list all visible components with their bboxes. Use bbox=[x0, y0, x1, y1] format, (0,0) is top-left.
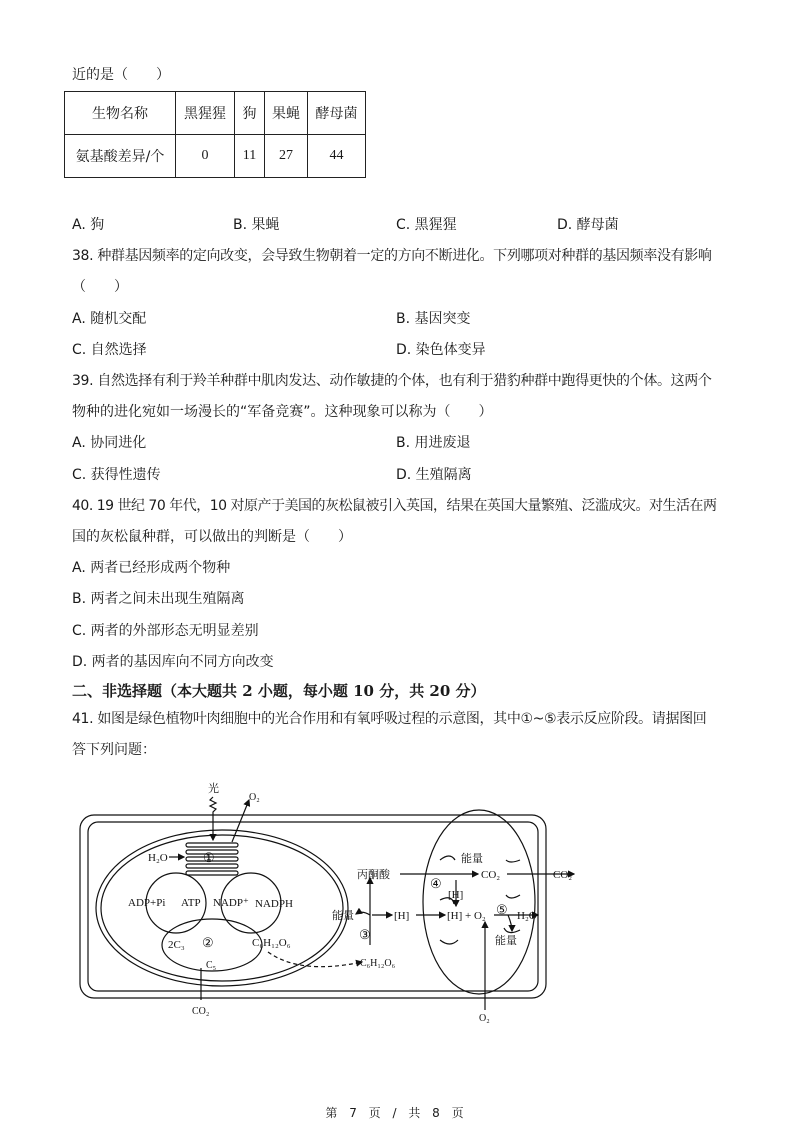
q39-option-a[interactable]: A. 协同进化 bbox=[72, 435, 147, 451]
q38-stem-line2: （ ） bbox=[72, 279, 128, 295]
energy-cytoplasm-label: 能量 bbox=[332, 910, 354, 922]
q40-option-d[interactable]: D. 两者的基因库向不同方向改变 bbox=[72, 654, 274, 670]
q37-option-c[interactable]: C. 黑猩猩 bbox=[396, 217, 457, 233]
table-row-label: 氨基酸差异/个 bbox=[65, 135, 176, 178]
q38-option-b[interactable]: B. 基因突变 bbox=[396, 311, 471, 327]
table-cell: 11 bbox=[235, 135, 265, 178]
light-label: 光 bbox=[208, 783, 219, 795]
co2-in-label: CO₂ bbox=[192, 1006, 210, 1017]
stage-5-label: ⑤ bbox=[496, 902, 508, 917]
table-cell: 27 bbox=[265, 135, 308, 178]
nadp-label: NADP⁺ bbox=[213, 897, 249, 909]
table-cell: 44 bbox=[308, 135, 366, 178]
q38-option-c[interactable]: C. 自然选择 bbox=[72, 342, 147, 358]
q38-option-d[interactable]: D. 染色体变异 bbox=[396, 342, 486, 358]
q39-option-d[interactable]: D. 生殖隔离 bbox=[396, 467, 472, 483]
h2o-out-label: H₂O bbox=[517, 910, 537, 922]
q40-stem-line2: 国的灰松鼠种群，可以做出的判断是（ ） bbox=[72, 529, 352, 545]
table-header-cell: 黑猩猩 bbox=[176, 92, 235, 135]
glucose-cytoplasm-label: C₆H₁₂O₆ bbox=[360, 958, 396, 969]
q41-stem-line1: 41. 如图是绿色植物叶肉细胞中的光合作用和有氧呼吸过程的示意图，其中①~⑤表示反应阶段。请据图回 bbox=[72, 711, 707, 727]
q37-option-a[interactable]: A. 狗 bbox=[72, 217, 105, 233]
q37-option-b[interactable]: B. 果蝇 bbox=[233, 217, 280, 233]
section-heading: 二、非选择题（本大题共 2 小题，每小题 10 分，共 20 分） bbox=[72, 682, 486, 700]
q39-stem-line2: 物种的进化宛如一场漫长的“军备竞赛”。这种现象可以称为（ ） bbox=[72, 404, 493, 420]
q37-stem-tail: 近的是（ ） bbox=[72, 67, 170, 83]
stage-2-label: ② bbox=[202, 935, 214, 950]
mitochondrion-outer bbox=[423, 810, 535, 994]
table-header-cell: 果蝇 bbox=[265, 92, 308, 135]
c5-label: C₅ bbox=[206, 960, 217, 971]
q39-stem-line1: 39. 自然选择有利于羚羊种群中肌肉发达、动作敏捷的个体，也有利于猎豹种群中跑得更快的个体。这两个 bbox=[72, 373, 712, 389]
c3-label: 2C₃ bbox=[168, 939, 185, 951]
stage-4-label: ④ bbox=[430, 876, 442, 891]
h-mito-label: [H] bbox=[448, 889, 464, 901]
nadph-label: NADPH bbox=[255, 898, 293, 910]
q39-option-b[interactable]: B. 用进废退 bbox=[396, 435, 471, 451]
adp-pi-label: ADP+Pi bbox=[128, 897, 166, 909]
h-plus-o2-label: [H] + O₂ bbox=[447, 910, 486, 922]
stage-3-label: ③ bbox=[359, 927, 371, 942]
q41-stem-line2: 答下列问题： bbox=[72, 742, 156, 758]
h-cytoplasm-label: [H] bbox=[394, 910, 410, 922]
atp-label: ATP bbox=[181, 897, 201, 909]
o2-out-label: O₂ bbox=[249, 792, 260, 803]
q38-option-a[interactable]: A. 随机交配 bbox=[72, 311, 147, 327]
table-cell: 0 bbox=[176, 135, 235, 178]
table-header-cell: 酵母菌 bbox=[308, 92, 366, 135]
pyruvate-label: 丙酮酸 bbox=[357, 869, 390, 881]
q38-stem-line1: 38. 种群基因频率的定向改变，会导致生物朝着一定的方向不断进化。下列哪项对种群的基因频率没有影响 bbox=[72, 248, 712, 264]
q39-option-c[interactable]: C. 获得性遗传 bbox=[72, 467, 161, 483]
q40-option-b[interactable]: B. 两者之间未出现生殖隔离 bbox=[72, 591, 245, 607]
glucose-chloroplast-label: C₆H₁₂O₆ bbox=[252, 937, 291, 949]
co2-out-label: CO₂ bbox=[553, 869, 573, 881]
energy-stage5-label: 能量 bbox=[495, 935, 517, 947]
stage-1-label: ① bbox=[203, 850, 215, 865]
energy-stage4-label: 能量 bbox=[461, 853, 483, 865]
q40-option-c[interactable]: C. 两者的外部形态无明显差别 bbox=[72, 623, 259, 639]
q37-option-d[interactable]: D. 酵母菌 bbox=[557, 217, 619, 233]
q40-stem-line1: 40. 19 世纪 70 年代，10 对原产于美国的灰松鼠被引入英国，结果在英国大量繁殖、泛滥成灾。对生活在两 bbox=[72, 498, 717, 514]
h2o-in-label: H₂O bbox=[148, 852, 168, 864]
page-footer: 第 7 页 / 共 8 页 bbox=[325, 1106, 468, 1120]
table-header-cell: 生物名称 bbox=[65, 92, 176, 135]
o2-in-label: O₂ bbox=[479, 1013, 490, 1024]
table-header-cell: 狗 bbox=[235, 92, 265, 135]
q40-option-a[interactable]: A. 两者已经形成两个物种 bbox=[72, 560, 231, 576]
co2-mito-label: CO₂ bbox=[481, 869, 501, 881]
